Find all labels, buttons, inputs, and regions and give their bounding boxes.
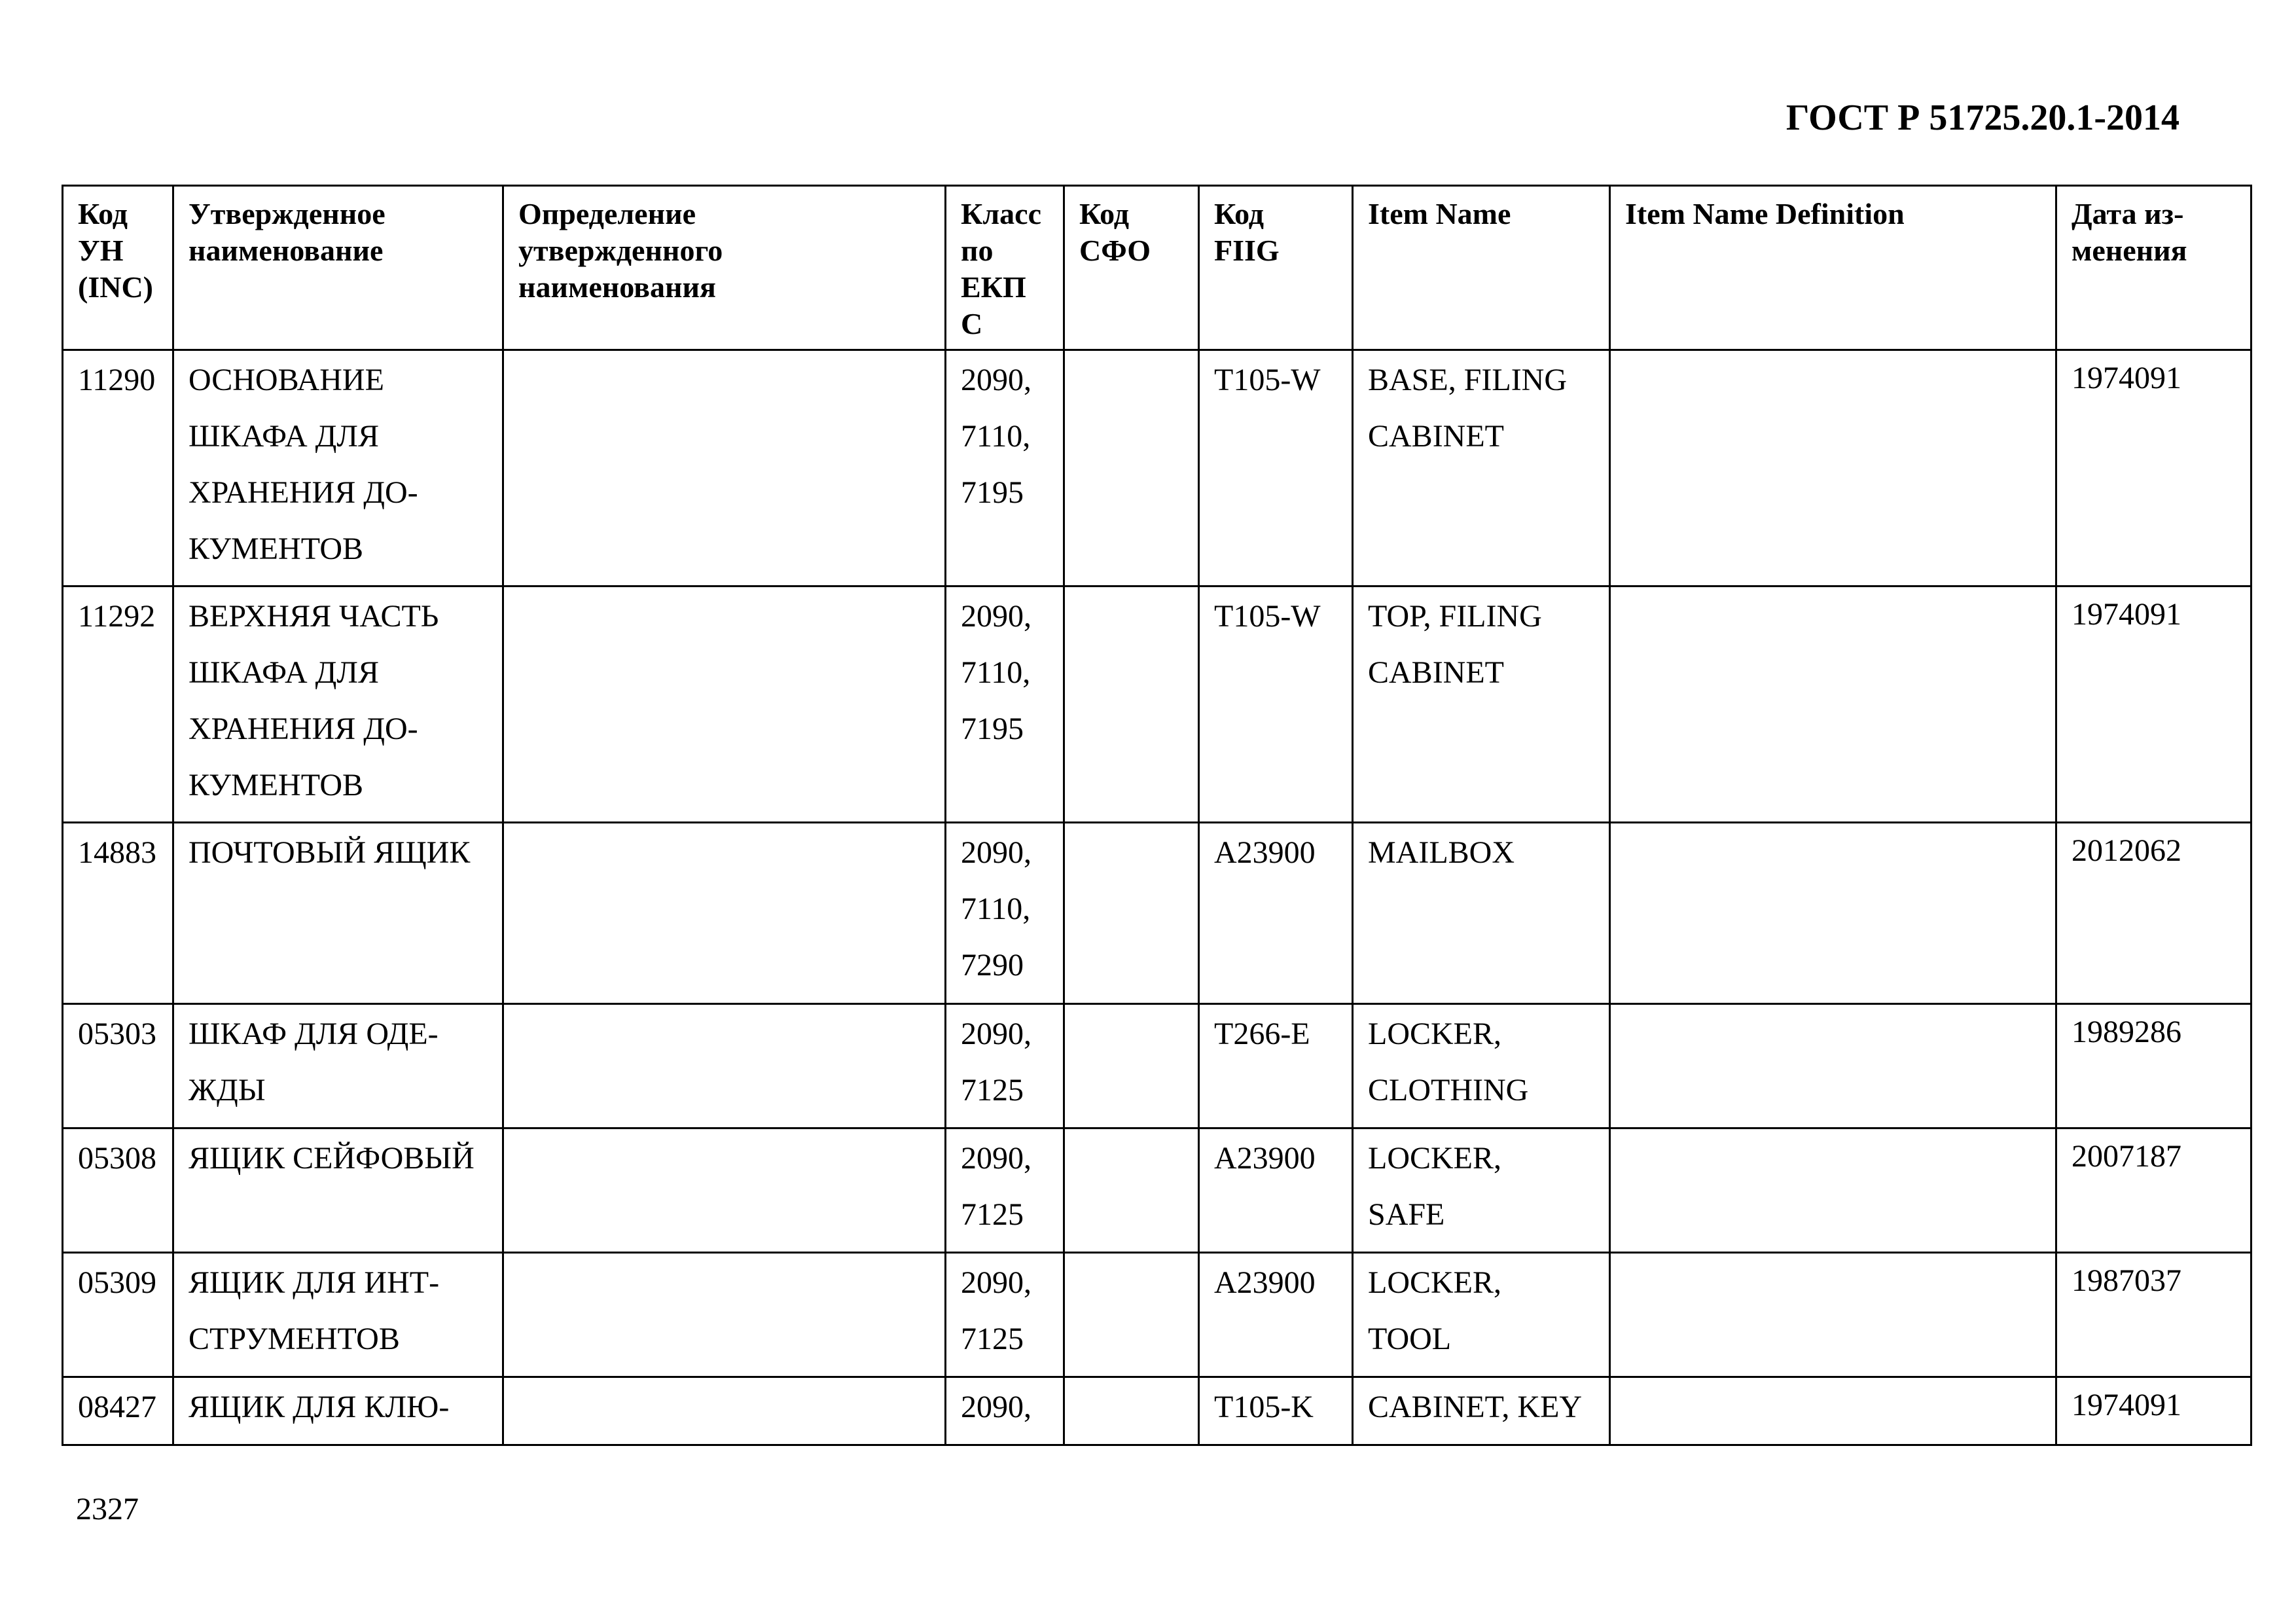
- cell-fiig-code: [1199, 350, 1353, 586]
- cell-item-name-definition: [1610, 586, 2056, 823]
- table-row: [63, 1253, 2251, 1377]
- cell-fiig-code: [1199, 823, 1353, 1004]
- cell-line: ШКАФА ДЛЯ: [188, 655, 379, 690]
- cell-value: 14883: [78, 835, 156, 870]
- cell-value: 08427: [78, 1390, 156, 1424]
- cell-change-date: [2056, 1377, 2251, 1445]
- cell-ekps-class: [946, 823, 1064, 1004]
- cell-line: СТРУМЕНТОВ: [188, 1322, 400, 1356]
- cell-item-name-definition: [1610, 823, 2056, 1004]
- cell-name-definition: [503, 1253, 946, 1377]
- header-label-line: С: [961, 307, 983, 340]
- cell-value: 11290: [78, 363, 156, 397]
- cell-value: A23900: [1214, 1141, 1316, 1176]
- cell-line: КУМЕНТОВ: [188, 768, 364, 803]
- cell-code: [63, 1253, 173, 1377]
- cell-line: 7125: [961, 1073, 1024, 1108]
- cell-item-name-definition: [1610, 1004, 2056, 1128]
- cell-line: ЯЩИК ДЛЯ ИНТ-: [188, 1265, 440, 1300]
- cell-value: T105-K: [1214, 1390, 1314, 1424]
- cell-item-name-definition: [1610, 1253, 2056, 1377]
- cell-code: [63, 1377, 173, 1445]
- cell-value: A23900: [1214, 1265, 1316, 1300]
- cell-item-name: [1353, 350, 1610, 586]
- cell-line: ЯЩИК СЕЙФОВЫЙ: [188, 1141, 475, 1176]
- cell-line: ХРАНЕНИЯ ДО-: [188, 475, 418, 510]
- cell-name-definition: [503, 586, 946, 823]
- header-ekps-class: [946, 186, 1064, 350]
- header-label-line: менения: [2072, 234, 2187, 267]
- cell-code: [63, 823, 173, 1004]
- cell-change-date: [2056, 1253, 2251, 1377]
- cell-line: ШКАФ ДЛЯ ОДЕ-: [188, 1017, 439, 1051]
- header-label-line: Item Name: [1368, 197, 1511, 230]
- cell-line: 7110,: [961, 419, 1031, 454]
- cell-name-definition: [503, 823, 946, 1004]
- cell-line: BASE, FILING: [1368, 363, 1568, 397]
- cell-ekps-class: [946, 1377, 1064, 1445]
- cell-value: A23900: [1214, 835, 1316, 870]
- header-fiig-code: [1199, 186, 1353, 350]
- cell-change-date: [2056, 1004, 2251, 1128]
- cell-sfo-code: [1064, 586, 1199, 823]
- header-label-line: Item Name Definition: [1625, 197, 1905, 230]
- cell-item-name: [1353, 1253, 1610, 1377]
- cell-line: LOCKER,: [1368, 1017, 1501, 1051]
- cell-value: T105-W: [1214, 599, 1321, 634]
- header-label-line: СФО: [1079, 234, 1151, 267]
- cell-line: ПОЧТОВЫЙ ЯЩИК: [188, 835, 471, 870]
- cell-line: SAFE: [1368, 1197, 1445, 1232]
- cell-line: ВЕРХНЯЯ ЧАСТЬ: [188, 599, 439, 634]
- cell-code: [63, 586, 173, 823]
- cell-approved-name: [173, 1128, 503, 1253]
- header-row: [63, 186, 2251, 350]
- document-standard-id: ГОСТ Р 51725.20.1-2014: [1785, 98, 2179, 138]
- header-label-line: Код: [78, 197, 128, 230]
- header-name-definition: [503, 186, 946, 350]
- cell-line: ХРАНЕНИЯ ДО-: [188, 712, 418, 746]
- header-label-line: утвержденного: [518, 234, 723, 267]
- cell-approved-name: [173, 586, 503, 823]
- cell-line: 2090,: [961, 1017, 1031, 1051]
- cell-line: LOCKER,: [1368, 1141, 1501, 1176]
- cell-line: 7110,: [961, 892, 1031, 926]
- cell-ekps-class: [946, 586, 1064, 823]
- page-number: 2327: [76, 1492, 139, 1526]
- cell-item-name-definition: [1610, 1377, 2056, 1445]
- cell-value: T266-E: [1214, 1017, 1310, 1051]
- cell-value: T105-W: [1214, 363, 1321, 397]
- cell-sfo-code: [1064, 1377, 1199, 1445]
- cell-line: 2090,: [961, 1390, 1031, 1424]
- cell-approved-name: [173, 1377, 503, 1445]
- cell-item-name-definition: [1610, 350, 2056, 586]
- table-body: [63, 350, 2251, 1445]
- cell-line: 2090,: [961, 835, 1031, 870]
- cell-value: 1987037: [2072, 1263, 2181, 1298]
- cell-approved-name: [173, 823, 503, 1004]
- cell-item-name: [1353, 823, 1610, 1004]
- cell-line: 7195: [961, 712, 1024, 746]
- cell-fiig-code: [1199, 1253, 1353, 1377]
- cell-fiig-code: [1199, 1377, 1353, 1445]
- cell-line: 7290: [961, 948, 1024, 983]
- header-label-line: Дата из-: [2072, 197, 2184, 230]
- cell-code: [63, 1128, 173, 1253]
- cell-fiig-code: [1199, 586, 1353, 823]
- header-item-name: [1353, 186, 1610, 350]
- cell-value: 1974091: [2072, 1388, 2181, 1422]
- header-sfo-code: [1064, 186, 1199, 350]
- cell-line: ОСНОВАНИЕ: [188, 363, 384, 397]
- table-row: [63, 1377, 2251, 1445]
- header-label-line: Код: [1079, 197, 1130, 230]
- cell-line: ЖДЫ: [188, 1073, 266, 1108]
- header-label-line: FIIG: [1214, 234, 1280, 267]
- cell-value: 2012062: [2072, 833, 2181, 868]
- cell-line: ЯЩИК ДЛЯ КЛЮ-: [188, 1390, 450, 1424]
- cell-item-name: [1353, 1128, 1610, 1253]
- cell-value: 1989286: [2072, 1015, 2181, 1049]
- cell-ekps-class: [946, 1253, 1064, 1377]
- cell-line: ШКАФА ДЛЯ: [188, 419, 379, 454]
- cell-change-date: [2056, 823, 2251, 1004]
- cell-sfo-code: [1064, 1004, 1199, 1128]
- classifier-table: [62, 185, 2252, 1446]
- header-label-line: наименования: [518, 270, 716, 304]
- cell-approved-name: [173, 350, 503, 586]
- cell-code: [63, 1004, 173, 1128]
- cell-value: 05309: [78, 1265, 156, 1300]
- header-label-line: (INC): [78, 270, 153, 304]
- cell-value: 1974091: [2072, 361, 2181, 395]
- header-approved-name: [173, 186, 503, 350]
- cell-value: 1974091: [2072, 597, 2181, 632]
- cell-name-definition: [503, 1377, 946, 1445]
- header-label-line: Класс: [961, 197, 1041, 230]
- cell-fiig-code: [1199, 1128, 1353, 1253]
- cell-line: 2090,: [961, 1265, 1031, 1300]
- header-label-line: Код: [1214, 197, 1265, 230]
- cell-sfo-code: [1064, 1128, 1199, 1253]
- header-item-name-definition: [1610, 186, 2056, 350]
- cell-sfo-code: [1064, 1253, 1199, 1377]
- cell-line: 2090,: [961, 1141, 1031, 1176]
- cell-line: CABINET, KEY: [1368, 1390, 1583, 1424]
- cell-name-definition: [503, 1128, 946, 1253]
- header-change-date: [2056, 186, 2251, 350]
- cell-line: LOCKER,: [1368, 1265, 1501, 1300]
- cell-line: CLOTHING: [1368, 1073, 1529, 1108]
- cell-line: 7110,: [961, 655, 1031, 690]
- cell-code: [63, 350, 173, 586]
- cell-line: 7125: [961, 1197, 1024, 1232]
- cell-name-definition: [503, 1004, 946, 1128]
- cell-value: 2007187: [2072, 1139, 2181, 1174]
- header-label-line: Определение: [518, 197, 696, 230]
- cell-line: TOP, FILING: [1368, 599, 1542, 634]
- cell-change-date: [2056, 586, 2251, 823]
- table-row: [63, 350, 2251, 586]
- table-row: [63, 823, 2251, 1004]
- cell-sfo-code: [1064, 823, 1199, 1004]
- cell-item-name-definition: [1610, 1128, 2056, 1253]
- cell-change-date: [2056, 350, 2251, 586]
- table-header: [63, 186, 2251, 350]
- cell-line: 7125: [961, 1322, 1024, 1356]
- cell-ekps-class: [946, 350, 1064, 586]
- cell-item-name: [1353, 586, 1610, 823]
- cell-line: TOOL: [1368, 1322, 1452, 1356]
- cell-value: 05303: [78, 1017, 156, 1051]
- cell-item-name: [1353, 1004, 1610, 1128]
- cell-fiig-code: [1199, 1004, 1353, 1128]
- cell-approved-name: [173, 1253, 503, 1377]
- header-label-line: наименование: [188, 234, 384, 267]
- header-label-line: Утвержденное: [188, 197, 386, 230]
- cell-change-date: [2056, 1128, 2251, 1253]
- cell-line: MAILBOX: [1368, 835, 1515, 870]
- cell-sfo-code: [1064, 350, 1199, 586]
- cell-line: CABINET: [1368, 655, 1504, 690]
- cell-item-name: [1353, 1377, 1610, 1445]
- cell-line: 2090,: [961, 363, 1031, 397]
- cell-ekps-class: [946, 1004, 1064, 1128]
- header-label-line: ЕКП: [961, 270, 1026, 304]
- cell-line: CABINET: [1368, 419, 1504, 454]
- cell-line: 2090,: [961, 599, 1031, 634]
- table-row: [63, 1128, 2251, 1253]
- cell-value: 05308: [78, 1141, 156, 1176]
- cell-value: 11292: [78, 599, 156, 634]
- cell-ekps-class: [946, 1128, 1064, 1253]
- header-label-line: УН: [78, 234, 124, 267]
- table-row: [63, 1004, 2251, 1128]
- cell-name-definition: [503, 350, 946, 586]
- cell-line: 7195: [961, 475, 1024, 510]
- cell-line: КУМЕНТОВ: [188, 532, 364, 566]
- header-label-line: по: [961, 234, 994, 267]
- cell-approved-name: [173, 1004, 503, 1128]
- table-row: [63, 586, 2251, 823]
- header-code-inc: [63, 186, 173, 350]
